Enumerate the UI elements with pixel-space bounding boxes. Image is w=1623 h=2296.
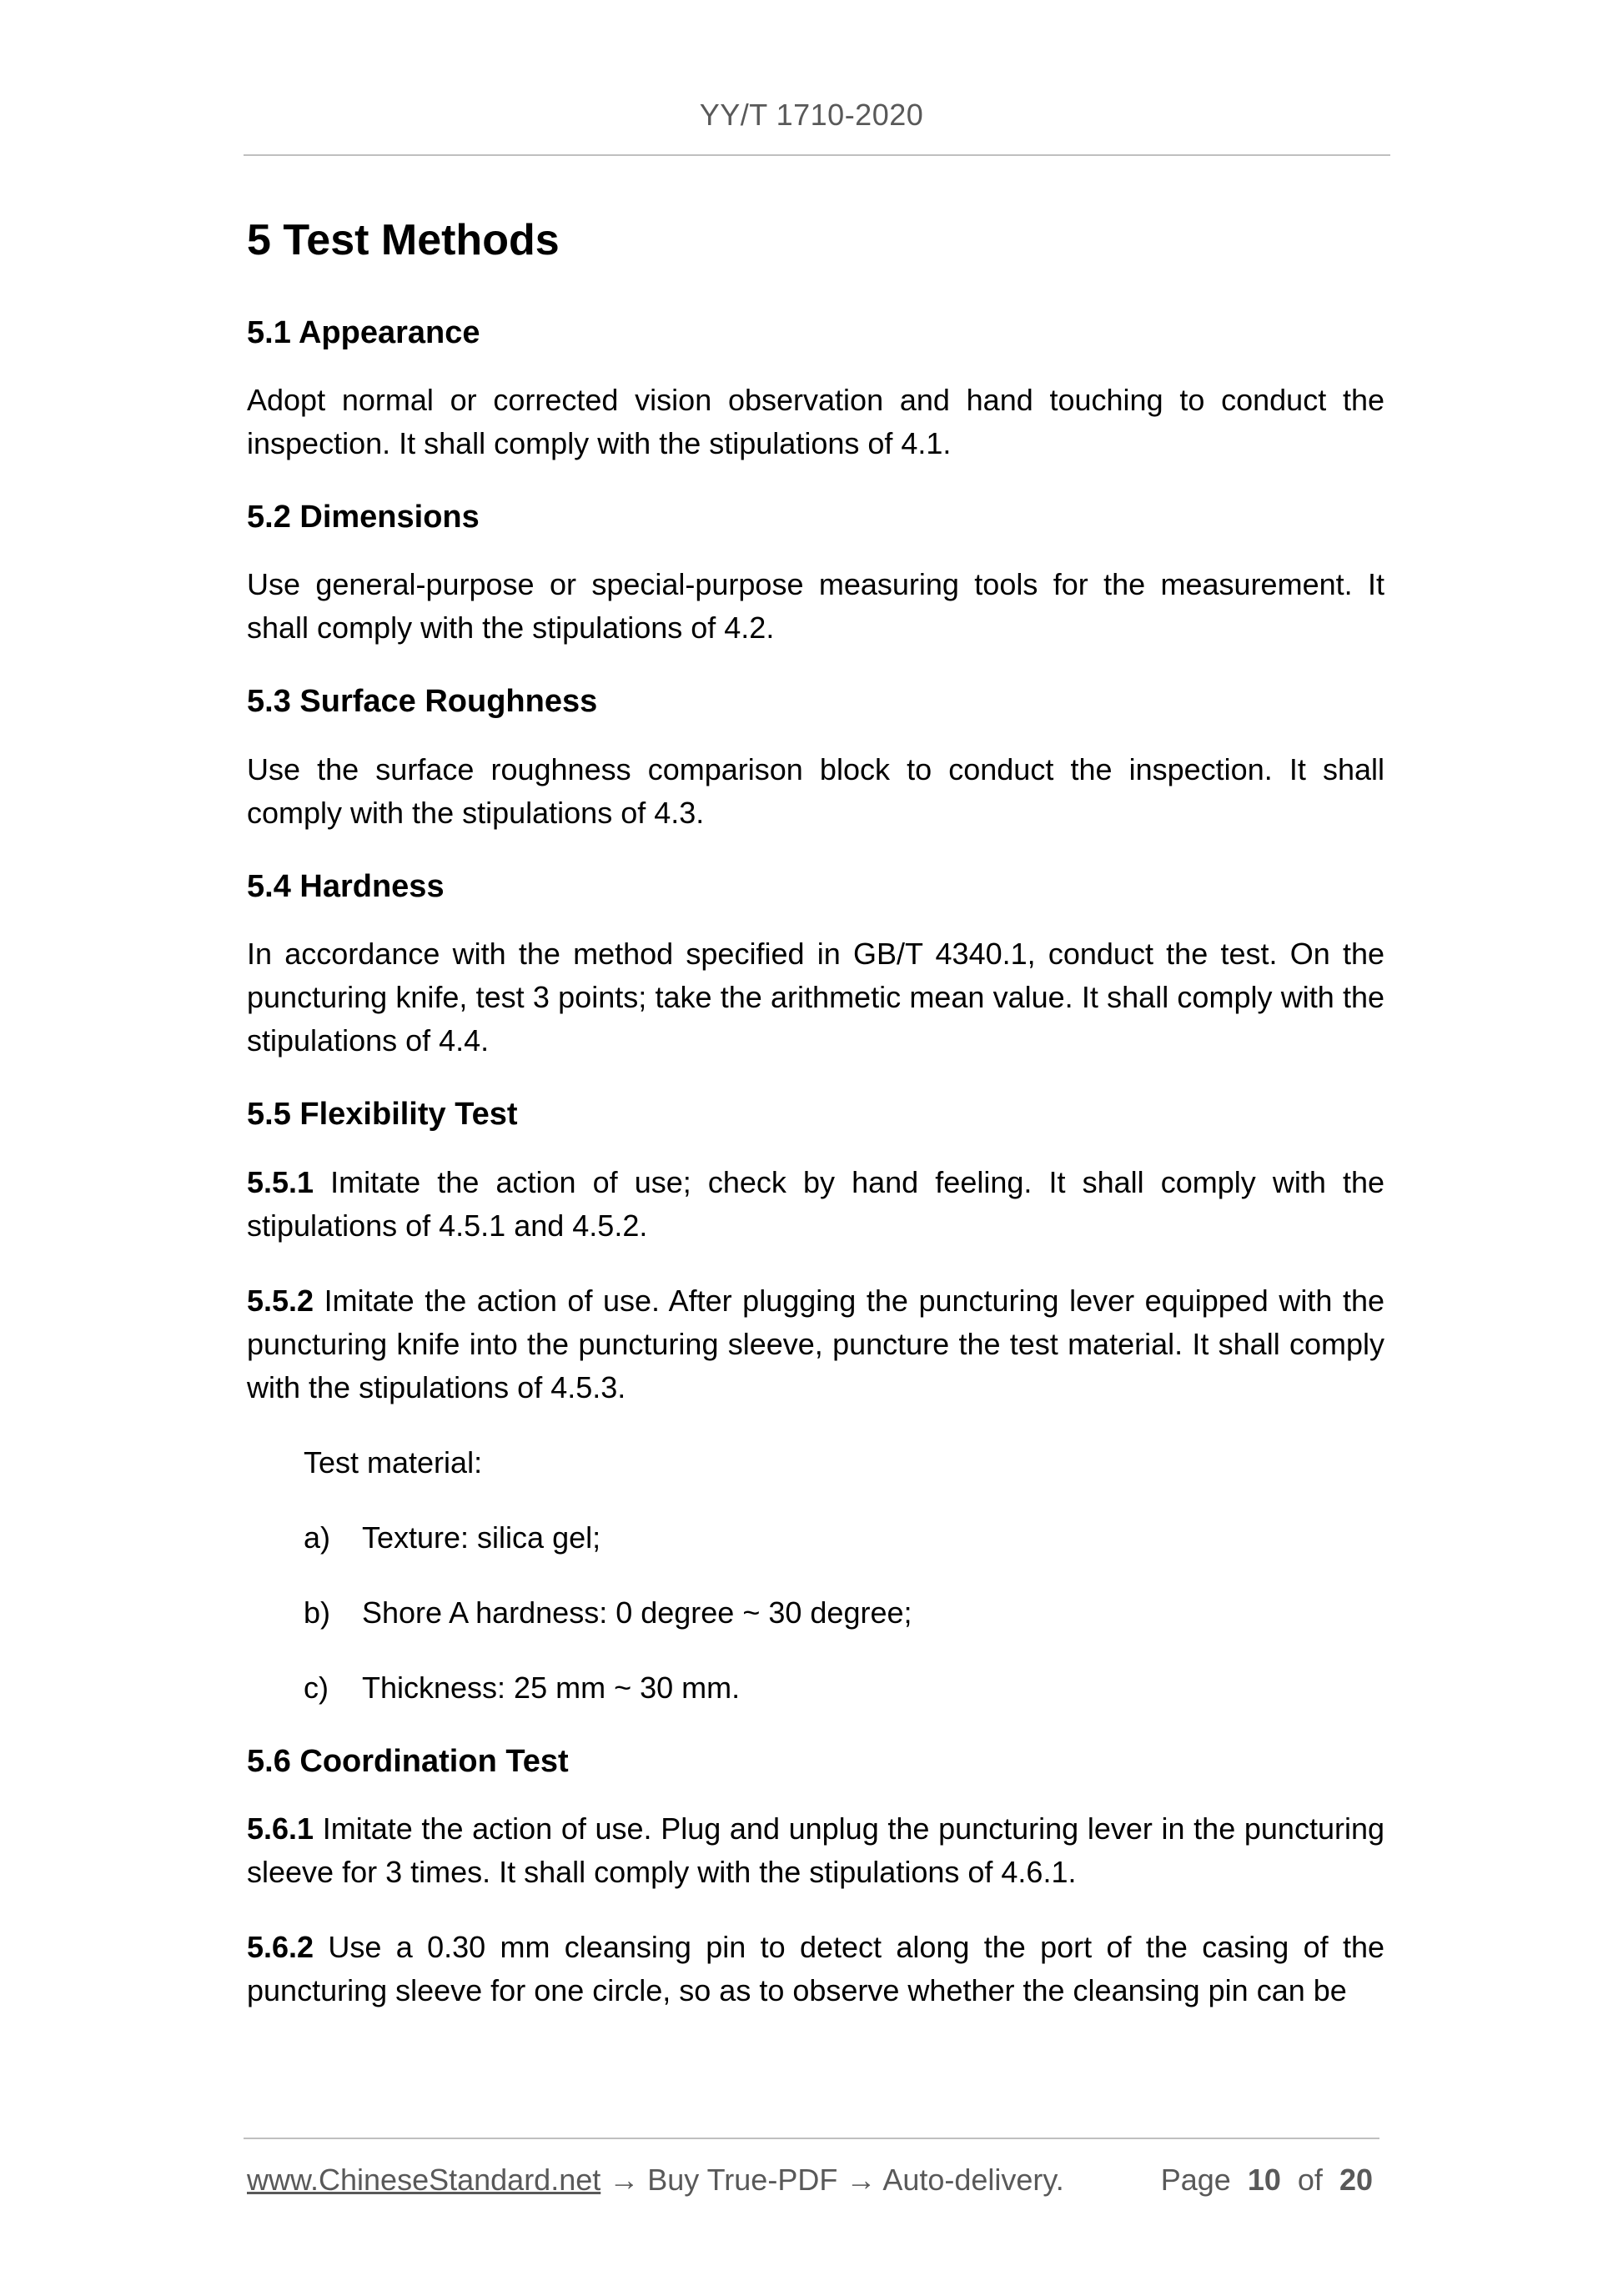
heading-5-3: 5.3 Surface Roughness bbox=[247, 684, 598, 720]
heading-5-2: 5.2 Dimensions bbox=[247, 499, 480, 535]
page-label: Page bbox=[1160, 2163, 1231, 2197]
paragraph-5-2: Use general-purpose or special-purpose measuring tools for the measurement. It shall comply with the stipulations of 4.2. bbox=[247, 567, 1384, 646]
document-code-header: YY/T 1710-2020 bbox=[699, 98, 924, 132]
heading-5-6: 5.6 Coordination Test bbox=[247, 1743, 569, 1779]
current-page-number: 10 bbox=[1247, 2163, 1281, 2197]
section-title: 5 Test Methods bbox=[247, 216, 560, 264]
clause-text: Imitate the action of use. Plug and unplug the puncturing lever in the puncturing sleeve for 3 times. It shall comply with the stipulations of 4.6.1. bbox=[247, 1811, 1384, 1889]
clause-5-6-2 bbox=[247, 1926, 1384, 2012]
heading-5-5: 5.5 Flexibility Test bbox=[247, 1097, 518, 1133]
footer-promo bbox=[247, 2158, 1064, 2202]
clause-5-5-1 bbox=[247, 1161, 1384, 1248]
clause-text: Imitate the action of use. After plugging the puncturing lever equipped with the puncturing knife into the puncturing sleeve, puncture the test material. It shall comply with the stipulations of 4.5.3. bbox=[247, 1283, 1384, 1404]
list-item-text: Thickness: 25 mm ~ 30 mm. bbox=[362, 1670, 741, 1705]
heading-5-1: 5.1 Appearance bbox=[247, 314, 480, 350]
list-item-text: Texture: silica gel; bbox=[362, 1520, 601, 1555]
footer-promo-text: → Buy True-PDF → Auto-delivery. bbox=[600, 2163, 1064, 2197]
list-marker: b) bbox=[304, 1595, 331, 1630]
clause-text: Imitate the action of use; check by hand feeling. It shall comply with the stipulations of 4.5.1 and 4.5.2. bbox=[247, 1164, 1384, 1243]
clause-number: 5.6.2 bbox=[247, 1929, 314, 1964]
clause-5-6-1 bbox=[247, 1807, 1384, 1894]
of-label: of bbox=[1297, 2163, 1323, 2197]
list-item-text: Shore A hardness: 0 degree ~ 30 degree; bbox=[362, 1595, 912, 1630]
page-indicator bbox=[1161, 2158, 1373, 2202]
clause-5-5-2 bbox=[247, 1279, 1384, 1409]
test-material-label: Test material: bbox=[304, 1444, 483, 1480]
list-item bbox=[304, 1666, 1384, 1710]
website-link[interactable]: www.ChineseStandard.net bbox=[247, 2163, 601, 2197]
total-pages-number: 20 bbox=[1339, 2163, 1373, 2197]
clause-number: 5.6.1 bbox=[247, 1811, 314, 1846]
header-divider bbox=[244, 154, 1390, 156]
list-marker: c) bbox=[304, 1670, 329, 1705]
footer-divider bbox=[244, 2138, 1379, 2139]
clause-number: 5.5.1 bbox=[247, 1164, 314, 1199]
paragraph-5-3: Use the surface roughness comparison block to conduct the inspection. It shall comply with the stipulations of 4.3. bbox=[247, 751, 1384, 830]
heading-5-4: 5.4 Hardness bbox=[247, 868, 445, 904]
list-marker: a) bbox=[304, 1520, 331, 1555]
page-content bbox=[247, 213, 1384, 2044]
paragraph-5-1: Adopt normal or corrected vision observation and hand touching to conduct the inspection. It shall comply with the stipulations of 4.1. bbox=[247, 382, 1384, 460]
list-item bbox=[304, 1516, 1384, 1560]
list-item bbox=[304, 1591, 1384, 1635]
clause-number: 5.5.2 bbox=[247, 1283, 314, 1318]
clause-text: Use a 0.30 mm cleansing pin to detect along the port of the casing of the puncturing sleeve for one circle, so as to observe whether the cleansing pin can be bbox=[247, 1929, 1384, 2007]
paragraph-5-4: In accordance with the method specified in GB/T 4340.1, conduct the test. On the puncturing knife, test 3 points; take the arithmetic mean value. It shall comply with the stipulations of 4.4. bbox=[247, 937, 1384, 1058]
